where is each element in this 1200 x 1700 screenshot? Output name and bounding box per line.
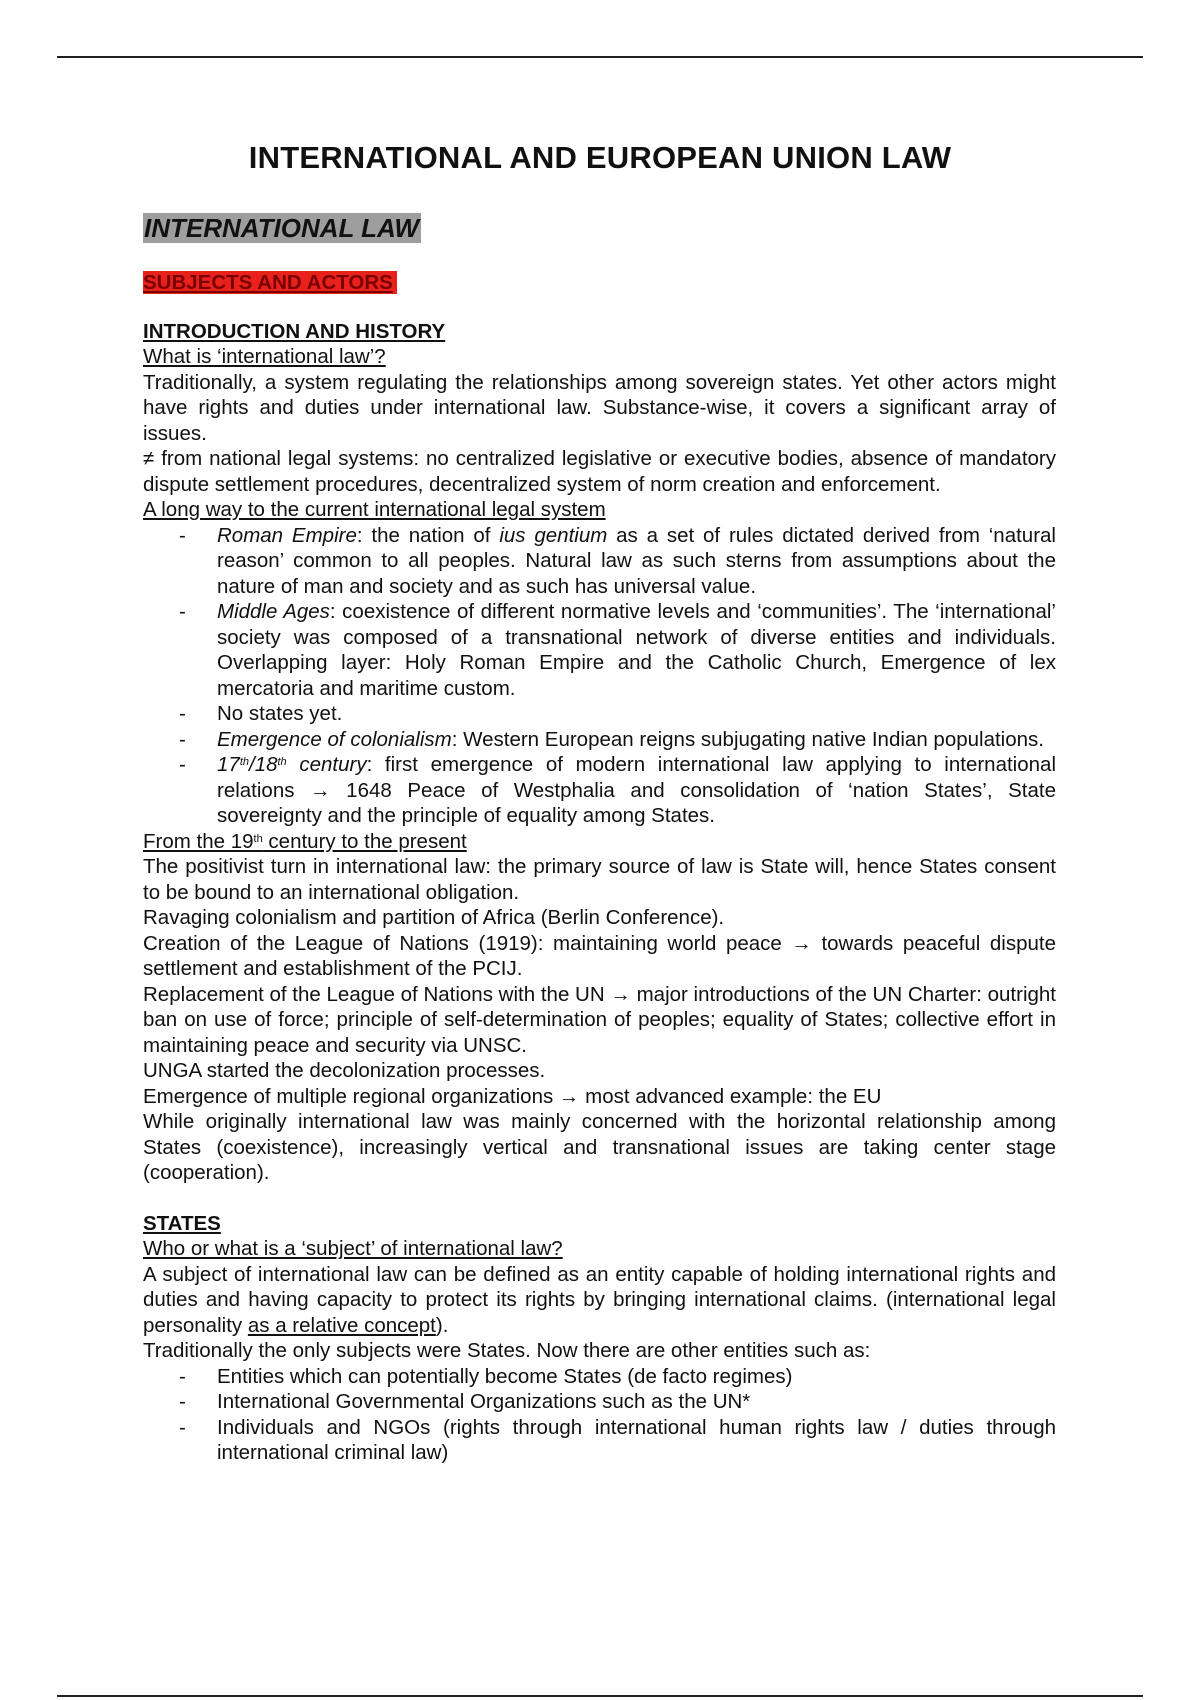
list-item: - International Governmental Organizations such as the UN*: [143, 1389, 1056, 1415]
list-item: - Middle Ages: coexistence of different normative levels and ‘communities’. The ‘international’ society was composed of a transnational network of diverse entities and individuals. Overlapping layer: Holy Roman Empire and the Catholic Church, Emergence of lex mercatoria and maritime custom.: [143, 599, 1056, 701]
subsection-title: [143, 270, 1056, 296]
footer-rule: [57, 1695, 1143, 1697]
subheading-long-way: A long way to the current international legal system: [143, 498, 606, 521]
header-rule: [57, 56, 1143, 58]
question-what-is-international-law: What is ‘international law’?: [143, 345, 386, 368]
heading-introduction: INTRODUCTION AND HISTORY: [143, 319, 446, 343]
paragraph: Emergence of multiple regional organizations → most advanced example: the EU: [143, 1084, 882, 1108]
paragraph: Ravaging colonialism and partition of Africa (Berlin Conference).: [143, 906, 725, 929]
section-title-text: INTERNATIONAL LAW: [144, 213, 419, 243]
list-item: - Emergence of colonialism: Western European reigns subjugating native Indian populations.: [143, 727, 1056, 753]
paragraph: Replacement of the League of Nations with the UN → major introductions of the UN Charter: outright ban on use of force; principle of self-determination of peoples; equality of States; collective effort in maintaining peace and security via UNSC.: [143, 982, 1056, 1057]
paragraph: Traditionally, a system regulating the relationships among sovereign states. Yet other actors might have rights and duties under international law. Substance-wise, it covers a significant array of issues.: [143, 370, 1056, 445]
list-item: - No states yet.: [143, 701, 1056, 727]
paragraph: Traditionally the only subjects were States. Now there are other entities such as:: [143, 1339, 871, 1362]
document-body: [143, 212, 1056, 1466]
document-title: INTERNATIONAL AND EUROPEAN UNION LAW: [248, 140, 952, 175]
paragraph: A subject of international law can be defined as an entity capable of holding international rights and duties and having capacity to protect its rights by bringing international claims. (international legal personality as a relative concept).: [143, 1262, 1056, 1337]
section-title: [143, 212, 1056, 244]
question-subject-of-international-law: Who or what is a ‘subject’ of international law?: [143, 1237, 563, 1260]
heading-states: STATES: [143, 1211, 221, 1235]
paragraph: Creation of the League of Nations (1919): maintaining world peace → towards peaceful dispute settlement and establishment of the PCIJ.: [143, 931, 1056, 980]
history-list: [143, 523, 1056, 829]
list-item: - Entities which can potentially become States (de facto regimes): [143, 1364, 1056, 1390]
list-item: - Individuals and NGOs (rights through international human rights law / duties through international criminal law): [143, 1415, 1056, 1466]
paragraph: ≠ from national legal systems: no centralized legislative or executive bodies, absence of mandatory dispute settlement procedures, decentralized system of norm creation and enforcement.: [143, 447, 1056, 496]
list-item: - 17th/18th century: first emergence of modern international law applying to international relations → 1648 Peace of Westphalia and consolidation of ‘nation States’, State sovereignty and the principle of equality among States.: [143, 752, 1056, 829]
subjects-list: [143, 1364, 1056, 1466]
list-item: - Roman Empire: the nation of ius gentium as a set of rules dictated derived from ‘natural reason’ common to all peoples. Natural law as such sterns from assumptions about the nature of man and society and as such has universal value.: [143, 523, 1056, 600]
paragraph: The positivist turn in international law: the primary source of law is State will, hence States consent to be bound to an international obligation.: [143, 855, 1056, 904]
paragraph: UNGA started the decolonization processes.: [143, 1059, 546, 1082]
subsection-title-text: SUBJECTS AND ACTORS: [143, 271, 397, 294]
paragraph: While originally international law was mainly concerned with the horizontal relationship among States (coexistence), increasingly vertical and transnational issues are taking center stage (cooperation).: [143, 1110, 1056, 1184]
subheading-19th-century: From the 19th century to the present: [143, 829, 467, 853]
